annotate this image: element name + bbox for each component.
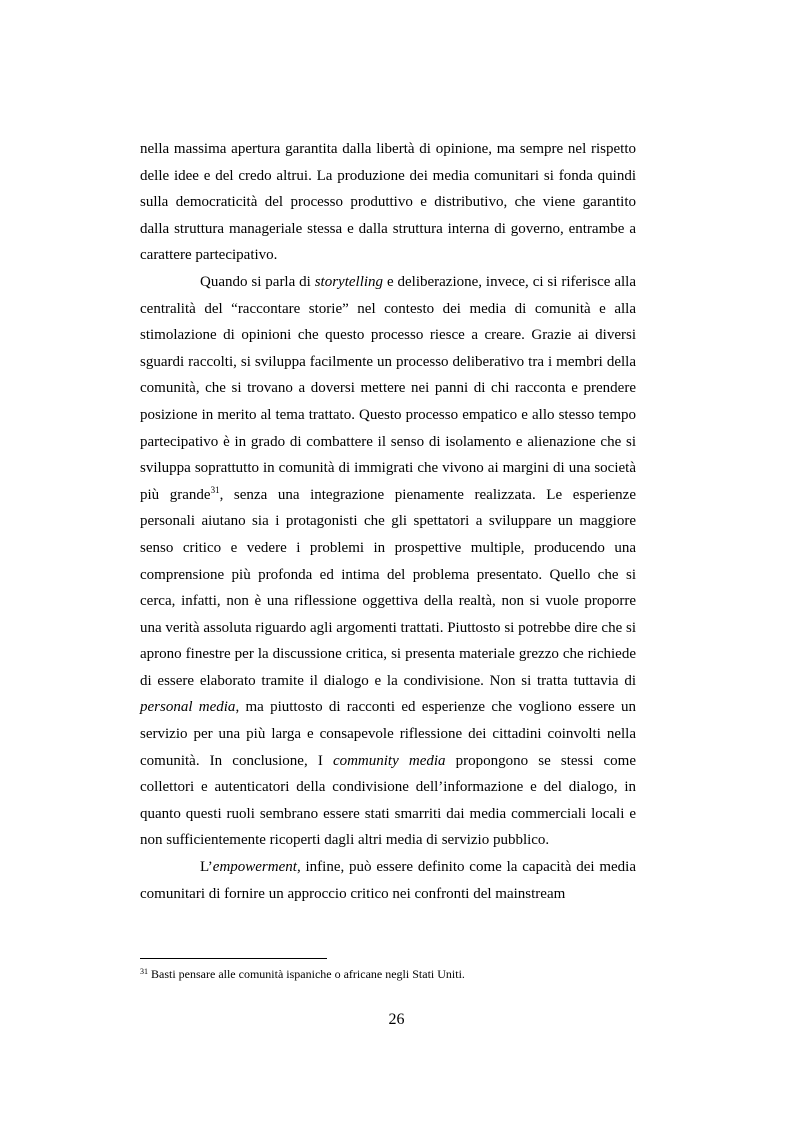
body-text bbox=[140, 136, 636, 907]
text-run: , senza una integrazione pienamente realizzata. Le esperienze personali aiutano sia i protagonisti che gli spettatori a sviluppare un maggiore senso critico e vedere i problemi in prospettive multiple, producendo una comprensione più profonda ed intima del problema presentato. Quello che si cerca, infatti, non è una riflessione oggettiva della realtà, non si vuole proporre una verità assoluta riguardo agli argomenti trattati. Piuttosto si potrebbe dire che si aprono finestre per la discussione critica, si presenta materiale grezzo che richiede di essere elaborato tramite il dialogo e la condivisione. Non si tratta tuttavia di bbox=[140, 486, 636, 689]
italic-term: personal media bbox=[140, 699, 236, 716]
text-run: , ma piuttosto di racconti ed esperienze che vogliono essere un servizio per una più larga e consapevole riflessione dei cittadini coinvolti nella comunità. In conclusione, I bbox=[140, 699, 636, 769]
text-run: , infine, può essere definito come la capacità dei media comunitari di fornire un approccio critico nei confronti del mainstream bbox=[140, 859, 636, 902]
footnote-reference: 31 bbox=[210, 484, 220, 495]
footnote-text: Basti pensare alle comunità ispaniche o africane negli Stati Uniti. bbox=[148, 967, 465, 981]
footnote bbox=[140, 966, 636, 982]
footnote-marker: 31 bbox=[140, 967, 148, 976]
italic-term: empowerment bbox=[212, 859, 297, 876]
paragraph bbox=[140, 269, 636, 854]
text-run: nella massima apertura garantita dalla libertà di opinione, ma sempre nel rispetto delle idee e del credo altrui. La produzione dei media comunitari si fonda quindi sulla democraticità del processo produttivo e distributivo, che viene garantito dalla struttura manageriale stessa e dalla struttura interna di governo, entrambe a carattere partecipativo. bbox=[140, 141, 636, 264]
text-run: e deliberazione, invece, ci si riferisce alla centralità del “raccontare storie” nel contesto dei media di comunità e alla stimolazione di opinioni che questo processo riesce a creare. Grazie ai diversi sguardi raccolti, si sviluppa facilmente un processo deliberativo tra i membri della comunità, che si trovano a doversi mettere nei panni di chi racconta e prendere posizione in merito al tema trattato. Questo processo empatico e allo stesso tempo partecipativo è in grado di combattere il senso di isolamento e alienazione che si sviluppa soprattutto in comunità di immigrati che vivono ai margini di una società più grande bbox=[140, 273, 636, 503]
text-run: Quando si parla di bbox=[200, 273, 315, 290]
italic-term: community media bbox=[332, 752, 446, 769]
footnote-separator bbox=[140, 958, 327, 959]
text-run: L’ bbox=[200, 859, 213, 876]
paragraph bbox=[140, 136, 636, 269]
page-number: 26 bbox=[388, 1011, 405, 1028]
paragraph bbox=[140, 854, 636, 907]
italic-term: storytelling bbox=[314, 273, 384, 290]
text-run: propongono se stessi come collettori e autenticatori della condivisione dell’informazione e del dialogo, in quanto questi ruoli sembrano essere stati smarriti dai media commerciali locali e non sufficientemente ricoperti dagli altri media di servizio pubblico. bbox=[140, 752, 636, 849]
